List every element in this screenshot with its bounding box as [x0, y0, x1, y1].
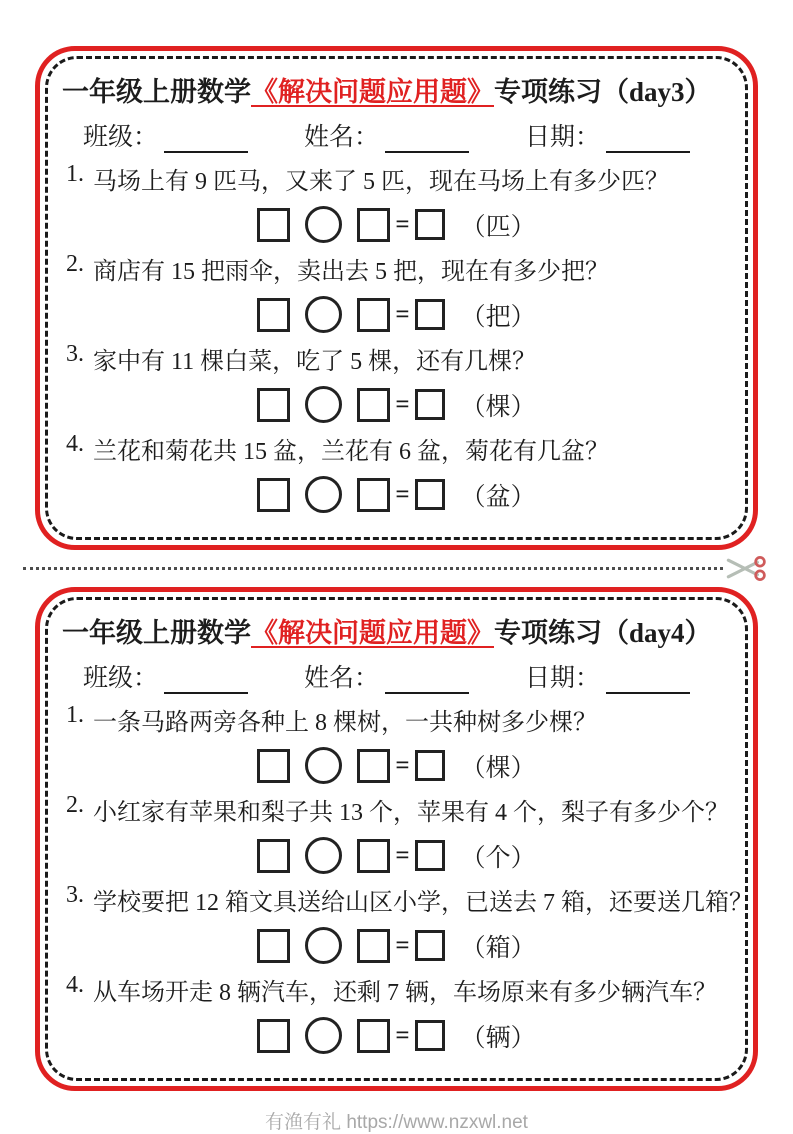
equation-row: [61, 747, 732, 784]
question-body: 马场上有 9 匹马，又来了 5 匹，现在马场上有多少匹？: [93, 169, 669, 195]
info-row: [61, 658, 732, 694]
equation-row: [61, 296, 732, 333]
equation-row: [61, 206, 732, 243]
operand-box[interactable]: [257, 929, 290, 963]
title-suffix: 专项练习（day4）: [494, 618, 712, 648]
date-field: [525, 658, 690, 694]
question-number: 1.: [66, 161, 84, 187]
date-blank[interactable]: [606, 127, 690, 153]
equation-row: [61, 837, 732, 874]
equals-sign: =: [395, 210, 410, 238]
class-field: [83, 658, 248, 694]
equation-row: [61, 386, 732, 423]
operator-circle[interactable]: [305, 837, 342, 874]
title-highlight: 《解决问题应用题》: [251, 77, 494, 107]
question-4: [61, 972, 732, 1054]
card-inner-border: [45, 56, 748, 540]
question-number: 4.: [66, 431, 84, 457]
question-number: 4.: [66, 972, 84, 998]
question-number: 1.: [66, 702, 84, 728]
unit-label: （辆）: [460, 1024, 536, 1052]
question-text: [61, 702, 732, 737]
unit-label: （盆）: [460, 483, 536, 511]
worksheet-card-day3: [35, 46, 758, 550]
question-text: [61, 972, 732, 1007]
operand-box[interactable]: [357, 388, 390, 422]
class-field: [83, 117, 248, 153]
title-highlight: 《解决问题应用题》: [251, 618, 494, 648]
title-suffix: 专项练习（day3）: [494, 77, 712, 107]
operand-box[interactable]: [257, 1019, 290, 1053]
question-body: 商店有 15 把雨伞，卖出去 5 把，现在有多少把？: [93, 259, 609, 285]
equals-sign: =: [395, 751, 410, 779]
result-box[interactable]: [415, 389, 445, 420]
equals-sign: =: [395, 841, 410, 869]
question-body: 兰花和菊花共 15 盆，兰花有 6 盆，菊花有几盆？: [93, 439, 609, 465]
unit-label: （匹）: [460, 213, 536, 241]
question-body: 学校要把 12 箱文具送给山区小学，已送去 7 箱，还要送几箱？: [93, 890, 753, 916]
result-box[interactable]: [415, 840, 445, 871]
operand-box[interactable]: [257, 839, 290, 873]
equals-sign: =: [395, 300, 410, 328]
name-label: 姓名：: [303, 124, 379, 151]
name-label: 姓名：: [303, 665, 379, 692]
equation-row: [61, 476, 732, 513]
equation-row: [61, 927, 732, 964]
operand-box[interactable]: [357, 929, 390, 963]
unit-label: （棵）: [460, 393, 536, 421]
result-box[interactable]: [415, 299, 445, 330]
equals-sign: =: [395, 390, 410, 418]
operator-circle[interactable]: [305, 296, 342, 333]
unit-label: （箱）: [460, 934, 536, 962]
card-title: [62, 70, 732, 109]
date-blank[interactable]: [606, 668, 690, 694]
result-box[interactable]: [415, 479, 445, 510]
operand-box[interactable]: [357, 478, 390, 512]
operand-box[interactable]: [257, 388, 290, 422]
operator-circle[interactable]: [305, 927, 342, 964]
cut-line: [23, 550, 768, 587]
class-label: 班级：: [83, 124, 159, 151]
operator-circle[interactable]: [305, 386, 342, 423]
result-box[interactable]: [415, 1020, 445, 1051]
date-label: 日期：: [524, 124, 600, 151]
equals-sign: =: [395, 1021, 410, 1049]
operator-circle[interactable]: [305, 206, 342, 243]
operator-circle[interactable]: [305, 1017, 342, 1054]
scissors-icon: [724, 555, 768, 582]
question-number: 2.: [66, 251, 84, 277]
question-number: 3.: [66, 882, 84, 908]
question-text: [61, 341, 732, 376]
equals-sign: =: [395, 480, 410, 508]
result-box[interactable]: [415, 750, 445, 781]
name-field: [304, 658, 469, 694]
operand-box[interactable]: [257, 749, 290, 783]
question-text: [61, 251, 732, 286]
operand-box[interactable]: [357, 208, 390, 242]
date-label: 日期：: [524, 665, 600, 692]
operand-box[interactable]: [357, 749, 390, 783]
date-field: [525, 117, 690, 153]
name-blank[interactable]: [385, 668, 469, 694]
title-prefix: 一年级上册数学: [62, 77, 251, 107]
question-text: [61, 792, 732, 827]
question-text: [61, 431, 732, 466]
unit-label: （棵）: [460, 754, 536, 782]
operator-circle[interactable]: [305, 747, 342, 784]
operand-box[interactable]: [257, 478, 290, 512]
operand-box[interactable]: [257, 208, 290, 242]
card-title: [62, 611, 732, 650]
title-prefix: 一年级上册数学: [62, 618, 251, 648]
result-box[interactable]: [415, 930, 445, 961]
card-inner-border: [45, 597, 753, 1081]
operator-circle[interactable]: [305, 476, 342, 513]
operand-box[interactable]: [257, 298, 290, 332]
operand-box[interactable]: [357, 1019, 390, 1053]
question-number: 2.: [66, 792, 84, 818]
class-blank[interactable]: [164, 668, 248, 694]
unit-label: （把）: [460, 303, 536, 331]
question-3: [61, 341, 732, 423]
question-1: [61, 161, 732, 243]
operand-box[interactable]: [357, 298, 390, 332]
name-blank[interactable]: [385, 127, 469, 153]
site-footer-text: 有渔有礼 https://www.nzxwl.net: [265, 1112, 528, 1133]
class-blank[interactable]: [164, 127, 248, 153]
equation-row: [61, 1017, 732, 1054]
question-body: 家中有 11 棵白菜，吃了 5 棵，还有几棵？: [93, 349, 537, 375]
worksheet-card-day4: [35, 587, 758, 1091]
operand-box[interactable]: [357, 839, 390, 873]
dotted-cut-line: [23, 567, 723, 570]
question-3: [61, 882, 753, 964]
question-2: [61, 792, 732, 874]
class-label: 班级：: [83, 665, 159, 692]
info-row: [61, 117, 732, 153]
question-text: [61, 161, 732, 196]
result-box[interactable]: [415, 209, 445, 240]
question-text: [61, 882, 753, 917]
question-body: 一条马路两旁各种上 8 棵树，一共种树多少棵？: [93, 710, 597, 736]
question-body: 从车场开走 8 辆汽车，还剩 7 辆，车场原来有多少辆汽车？: [93, 980, 717, 1006]
question-number: 3.: [66, 341, 84, 367]
question-4: [61, 431, 732, 513]
equals-sign: =: [395, 931, 410, 959]
name-field: [304, 117, 469, 153]
question-2: [61, 251, 732, 333]
question-1: [61, 702, 732, 784]
question-body: 小红家有苹果和梨子共 13 个，苹果有 4 个，梨子有多少个？: [93, 800, 729, 826]
unit-label: （个）: [460, 844, 536, 872]
